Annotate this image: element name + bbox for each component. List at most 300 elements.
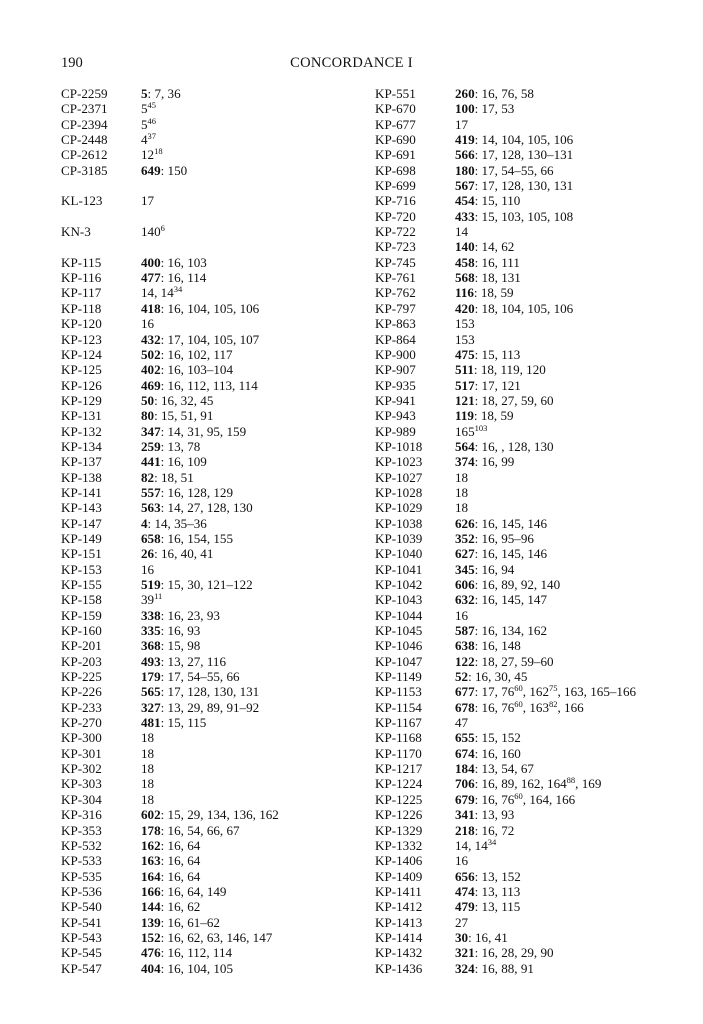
page-references: : 16, 145, 146	[474, 546, 548, 562]
entry-number: 321	[455, 945, 475, 961]
catalog-number: KP-155	[61, 577, 102, 592]
catalog-number: KP-138	[61, 469, 102, 485]
catalog-number: KP-141	[61, 484, 102, 500]
reference-text	[455, 255, 520, 270]
entry-number: 52	[455, 669, 469, 685]
catalog-number: KP-158	[61, 592, 102, 608]
catalog-number: KP-864	[375, 331, 416, 347]
page-references: : 17, 76	[474, 684, 515, 700]
reference-text	[455, 945, 554, 960]
reference-text	[141, 930, 272, 945]
page-references: : 16, 88, 91	[474, 960, 534, 976]
reference-text	[455, 562, 514, 577]
catalog-number: KP-304	[61, 791, 102, 807]
page-references: : 16, 128, 129	[160, 484, 234, 500]
page-references: , 162	[522, 684, 549, 700]
catalog-number: KP-541	[61, 914, 102, 930]
page-references: : 16, 160	[474, 745, 521, 761]
catalog-number: KP-123	[61, 331, 102, 347]
reference-text	[455, 209, 573, 224]
reference-text	[141, 255, 207, 270]
reference-text	[455, 270, 521, 285]
reference-text	[141, 562, 154, 577]
catalog-number: KP-545	[61, 945, 102, 961]
entry-number: 566	[455, 147, 475, 163]
page-references: : 16, 23, 93	[160, 607, 220, 623]
reference-text	[141, 899, 200, 914]
entry-number: 564	[455, 438, 475, 454]
catalog-number: KP-1170	[375, 745, 422, 761]
reference-text	[455, 761, 534, 776]
reference-text	[141, 378, 258, 393]
catalog-number: KP-233	[61, 699, 102, 715]
catalog-number: KP-670	[375, 101, 416, 117]
page-references: : 16, 76	[474, 791, 515, 807]
page-references: : 15, 51, 91	[154, 408, 214, 424]
reference-text	[455, 638, 521, 653]
page-references: : 13, 115	[474, 899, 521, 915]
page-references: : 13, 54, 67	[474, 761, 534, 777]
page-references: : 150	[160, 162, 188, 178]
page-references: : 17, 104, 105, 107	[160, 331, 260, 347]
page-references: : 18, 104, 105, 106	[474, 300, 574, 316]
footnote-superscript: 6	[160, 223, 165, 234]
reference-text	[455, 838, 496, 853]
entry-number: 433	[455, 208, 475, 224]
reference-text	[455, 669, 527, 684]
page-references: : 16, 94	[474, 561, 515, 577]
entry-number: 481	[141, 715, 161, 731]
catalog-number: KP-723	[375, 239, 416, 255]
entry-number: 656	[455, 868, 475, 884]
reference-text	[455, 316, 475, 331]
entry-number: 5	[141, 86, 148, 101]
catalog-number: KL-123	[61, 193, 103, 209]
entry-number: 493	[141, 653, 161, 669]
page-references: 18	[455, 469, 469, 485]
page-references: : 16, 62, 63, 146, 147	[160, 929, 273, 945]
reference-text	[455, 424, 487, 439]
page-references: : 16, 145, 147	[474, 592, 548, 608]
entry-number: 121	[455, 392, 475, 408]
entry-number: 218	[455, 822, 475, 838]
catalog-number: KP-1411	[375, 883, 422, 899]
entry-number: 678	[455, 699, 475, 715]
page-references: , 166	[557, 699, 584, 715]
page-references: : 17, 128, 130, 131	[474, 178, 574, 194]
page-references: 5	[141, 116, 148, 132]
catalog-number: KP-698	[375, 162, 416, 178]
page-references: : 16, 72	[474, 822, 515, 838]
reference-text	[141, 316, 154, 331]
reference-text	[141, 270, 206, 285]
page-references: : 16, 111	[474, 254, 520, 270]
reference-text	[141, 638, 200, 653]
page-references: 153	[455, 331, 475, 347]
reference-text	[455, 961, 534, 976]
entry-number: 476	[141, 945, 161, 961]
catalog-number: KP-132	[61, 423, 102, 439]
page-references: : 16, 99	[474, 454, 515, 470]
catalog-number: CP-3185	[61, 162, 108, 178]
reference-text	[455, 869, 521, 884]
entry-number: 345	[455, 561, 475, 577]
footnote-superscript: 34	[487, 836, 497, 847]
page-references: 27	[455, 914, 469, 930]
page-references: : 15, 110	[474, 193, 521, 209]
entry-number: 420	[455, 300, 475, 316]
catalog-number: KP-716	[375, 193, 416, 209]
catalog-number: KP-1038	[375, 515, 423, 531]
catalog-number: KP-126	[61, 377, 102, 393]
catalog-number: KP-690	[375, 132, 416, 148]
entry-number: 627	[455, 546, 475, 562]
catalog-number: KP-943	[375, 408, 416, 424]
page-references: : 16, 145, 146	[474, 515, 548, 531]
reference-text	[455, 776, 601, 791]
page-references: : 16, 41	[468, 929, 508, 945]
entry-number: 163	[141, 853, 161, 869]
entry-number: 557	[141, 484, 161, 500]
reference-text	[141, 761, 154, 776]
entry-number: 374	[455, 454, 475, 470]
catalog-number: KP-1047	[375, 653, 423, 669]
reference-text	[141, 193, 154, 208]
page-references: 5	[141, 101, 148, 117]
catalog-number: KP-129	[61, 392, 102, 408]
entry-number: 479	[455, 899, 475, 915]
reference-text	[141, 838, 200, 853]
page-references: : 17, 54–55, 66	[160, 669, 240, 685]
catalog-number: KP-151	[61, 546, 102, 562]
catalog-number: KP-225	[61, 669, 102, 685]
page-references: : 16, 89, 162, 164	[474, 776, 567, 792]
catalog-number: KP-116	[61, 270, 102, 286]
catalog-number: CP-2394	[61, 116, 108, 132]
footnote-superscript: 45	[147, 100, 157, 111]
catalog-number: KP-301	[61, 745, 102, 761]
entry-number: 606	[455, 577, 475, 592]
catalog-number: KP-533	[61, 853, 102, 869]
page-references: : 14, 35–36	[147, 515, 207, 531]
page-references: : 18, 51	[154, 469, 194, 485]
catalog-number: KP-543	[61, 929, 102, 945]
reference-text	[141, 592, 162, 607]
reference-text	[455, 117, 468, 132]
entry-number: 100	[455, 101, 475, 117]
page-references: 12	[141, 147, 155, 163]
reference-text	[455, 393, 554, 408]
footnote-superscript: 18	[154, 146, 163, 157]
entry-number: 674	[455, 745, 475, 761]
catalog-number: KP-1029	[375, 500, 423, 516]
footnote-superscript: 103	[474, 422, 488, 433]
catalog-number: KP-907	[375, 362, 416, 378]
page-references: , 163, 165–166	[557, 684, 637, 700]
catalog-number: KP-1153	[375, 684, 422, 700]
reference-text	[141, 347, 233, 362]
entry-number: 563	[141, 500, 161, 516]
entry-number: 469	[141, 377, 161, 393]
reference-text	[455, 485, 468, 500]
reference-text	[141, 700, 259, 715]
page-references: 18	[141, 791, 155, 807]
entry-number: 368	[141, 638, 161, 654]
catalog-number: KP-303	[61, 776, 102, 792]
entry-number: 565	[141, 684, 161, 700]
catalog-number: KP-797	[375, 300, 416, 316]
reference-text	[141, 807, 279, 822]
catalog-number: KP-1046	[375, 638, 423, 654]
page-references: : 16, 93	[160, 623, 201, 639]
catalog-number: KP-147	[61, 515, 102, 531]
catalog-number: KP-143	[61, 500, 102, 516]
catalog-number: KP-722	[375, 224, 416, 240]
entry-number: 259	[141, 438, 161, 454]
catalog-number: KP-540	[61, 899, 102, 915]
entry-number: 626	[455, 515, 475, 531]
page-references: : 15, 103, 105, 108	[474, 208, 574, 224]
reference-text	[141, 393, 213, 408]
page-references: : 15, 115	[160, 715, 207, 731]
entry-number: 454	[455, 193, 475, 209]
entry-number: 587	[455, 623, 475, 639]
catalog-number: KP-699	[375, 178, 416, 194]
catalog-number: KP-1412	[375, 899, 423, 915]
reference-text	[141, 915, 220, 930]
entry-number: 649	[141, 162, 161, 178]
page-references: : 13, 152	[474, 868, 521, 884]
reference-text	[455, 684, 636, 699]
catalog-number: KP-1432	[375, 945, 423, 961]
reference-text	[141, 117, 156, 132]
entry-number: 441	[141, 454, 161, 470]
catalog-number: KP-1149	[375, 669, 422, 685]
catalog-number: KP-203	[61, 653, 102, 669]
reference-text	[455, 623, 547, 638]
reference-text	[455, 807, 514, 822]
reference-text	[141, 516, 207, 531]
page-references: , 163	[522, 699, 549, 715]
entry-number: 178	[141, 822, 161, 838]
reference-text	[141, 853, 200, 868]
catalog-number: KP-125	[61, 362, 102, 378]
entry-number: 402	[141, 362, 161, 378]
reference-text	[455, 577, 560, 592]
page-references: 140	[141, 224, 161, 240]
catalog-number: KP-1027	[375, 469, 423, 485]
entry-number: 164	[141, 868, 161, 884]
page-references: : 16, 103	[160, 254, 207, 270]
page-references: : 13, 93	[474, 807, 515, 823]
page-references: : 16, 28, 29, 90	[474, 945, 554, 961]
reference-text	[455, 746, 521, 761]
page-references: 4	[141, 132, 148, 148]
catalog-number: KN-3	[61, 224, 91, 240]
reference-text	[455, 86, 534, 101]
catalog-number: KP-117	[61, 285, 102, 301]
entry-number: 139	[141, 914, 161, 930]
entry-number: 184	[455, 761, 475, 777]
footnote-superscript: 46	[147, 115, 157, 126]
page-references: , 164, 166	[522, 791, 576, 807]
reference-text	[455, 301, 573, 316]
entry-number: 679	[455, 791, 475, 807]
catalog-number: KP-1040	[375, 546, 423, 562]
reference-text	[455, 853, 468, 868]
catalog-number: KP-1044	[375, 607, 423, 623]
reference-text	[455, 700, 584, 715]
catalog-number: KP-1042	[375, 577, 423, 592]
page-references: 14	[455, 224, 469, 240]
reference-text	[141, 132, 156, 147]
page-references: 17	[455, 116, 469, 132]
page-references: : 18, 59	[473, 285, 514, 301]
reference-text	[141, 454, 207, 469]
reference-text	[141, 439, 200, 454]
page-references: : 18, 27, 59–60	[474, 653, 554, 669]
page-references: : 16, 40, 41	[154, 546, 214, 562]
entry-number: 458	[455, 254, 475, 270]
reference-text	[455, 332, 475, 347]
entry-number: 180	[455, 162, 475, 178]
page-references: 18	[455, 484, 469, 500]
catalog-number: KP-536	[61, 883, 102, 899]
catalog-number: KP-353	[61, 822, 102, 838]
entry-number: 166	[141, 883, 161, 899]
entry-number: 26	[141, 546, 155, 562]
page-references: : 15, 152	[474, 730, 521, 746]
entry-number: 119	[455, 408, 474, 424]
catalog-number: CP-2612	[61, 147, 108, 163]
catalog-number: KP-1043	[375, 592, 423, 608]
reference-text	[455, 439, 554, 454]
reference-text	[455, 516, 547, 531]
catalog-number: KP-1154	[375, 699, 422, 715]
page-references: : 16, 30, 45	[468, 669, 528, 685]
catalog-number: KP-1028	[375, 484, 423, 500]
reference-text	[141, 961, 233, 976]
page-references: 16	[141, 316, 155, 332]
catalog-number: KP-1409	[375, 868, 423, 884]
page-references: 16	[455, 607, 469, 623]
catalog-number: KP-316	[61, 807, 102, 823]
reference-text	[455, 224, 468, 239]
footnote-superscript: 60	[514, 698, 523, 709]
reference-text	[141, 500, 253, 515]
catalog-number: KP-124	[61, 346, 102, 362]
entry-number: 477	[141, 270, 161, 286]
footnote-superscript: 82	[548, 698, 558, 709]
footnote-superscript: 11	[154, 591, 163, 602]
page-references: : 13, 113	[474, 883, 521, 899]
catalog-number: KP-745	[375, 254, 416, 270]
catalog-number: KP-1168	[375, 730, 422, 746]
reference-text	[141, 869, 200, 884]
page-references: : 16, 54, 66, 67	[160, 822, 240, 838]
catalog-number: KP-226	[61, 684, 102, 700]
reference-text	[141, 424, 246, 439]
entry-number: 338	[141, 607, 161, 623]
catalog-number: KP-160	[61, 623, 102, 639]
catalog-number: KP-1041	[375, 561, 423, 577]
reference-text	[141, 884, 226, 899]
catalog-number: KP-762	[375, 285, 416, 301]
entry-number: 341	[455, 807, 475, 823]
page-references: : 13, 29, 89, 91–92	[160, 699, 260, 715]
reference-text	[141, 332, 259, 347]
entry-number: 658	[141, 530, 161, 546]
reference-text	[141, 684, 259, 699]
footnote-superscript: 60	[514, 790, 523, 801]
catalog-number: CP-2371	[61, 101, 108, 117]
entry-number: 82	[141, 469, 155, 485]
page-references: : 16, 102, 117	[160, 346, 233, 362]
page-references: : 17, 128, 130–131	[474, 147, 574, 163]
reference-text	[455, 362, 546, 377]
catalog-number: KP-551	[375, 86, 416, 101]
reference-text	[455, 654, 554, 669]
reference-text	[455, 470, 468, 485]
catalog-number: KP-1167	[375, 715, 422, 731]
footnote-superscript: 37	[147, 131, 157, 142]
reference-text	[455, 101, 514, 116]
catalog-number: KP-137	[61, 454, 102, 470]
catalog-number: KP-1332	[375, 837, 423, 853]
page-references: : 16, 134, 162	[474, 623, 548, 639]
catalog-number: KP-153	[61, 561, 102, 577]
catalog-number: KP-300	[61, 730, 102, 746]
page-references: : 16, 64, 149	[160, 883, 227, 899]
page-references: : 13, 27, 116	[160, 653, 226, 669]
reference-text	[455, 823, 514, 838]
catalog-number: KP-691	[375, 147, 416, 163]
page-references: 165	[455, 423, 475, 439]
entry-number: 474	[455, 883, 475, 899]
reference-text	[455, 608, 468, 623]
page-references: : 14, 27, 128, 130	[160, 500, 253, 516]
page-references: : 14, 31, 95, 159	[160, 423, 247, 439]
reference-text	[455, 239, 514, 254]
catalog-number: KP-1018	[375, 438, 423, 454]
entry-number: 179	[141, 669, 161, 685]
entry-number: 602	[141, 807, 161, 823]
page-references: 16	[455, 853, 469, 869]
entry-number: 4	[141, 515, 148, 531]
page-references: : 16, 64	[160, 837, 201, 853]
page-references: : 16, 64	[160, 868, 201, 884]
catalog-number: CP-2448	[61, 132, 108, 148]
page-references: 17	[141, 193, 155, 209]
entry-number: 638	[455, 638, 475, 654]
reference-text	[141, 654, 226, 669]
page-references: : 16, 109	[160, 454, 207, 470]
entry-number: 352	[455, 530, 475, 546]
entry-number: 80	[141, 408, 155, 424]
catalog-number: KP-761	[375, 270, 416, 286]
entry-number: 324	[455, 960, 475, 976]
reference-text	[141, 163, 187, 178]
reference-text	[141, 408, 213, 423]
catalog-number: KP-302	[61, 761, 102, 777]
catalog-number: KP-677	[375, 116, 416, 132]
reference-text	[455, 147, 573, 162]
page-references: : 16, 154, 155	[160, 530, 234, 546]
catalog-number: KP-120	[61, 316, 102, 332]
catalog-number: KP-1414	[375, 929, 423, 945]
catalog-number: KP-1413	[375, 914, 423, 930]
reference-text	[141, 301, 259, 316]
